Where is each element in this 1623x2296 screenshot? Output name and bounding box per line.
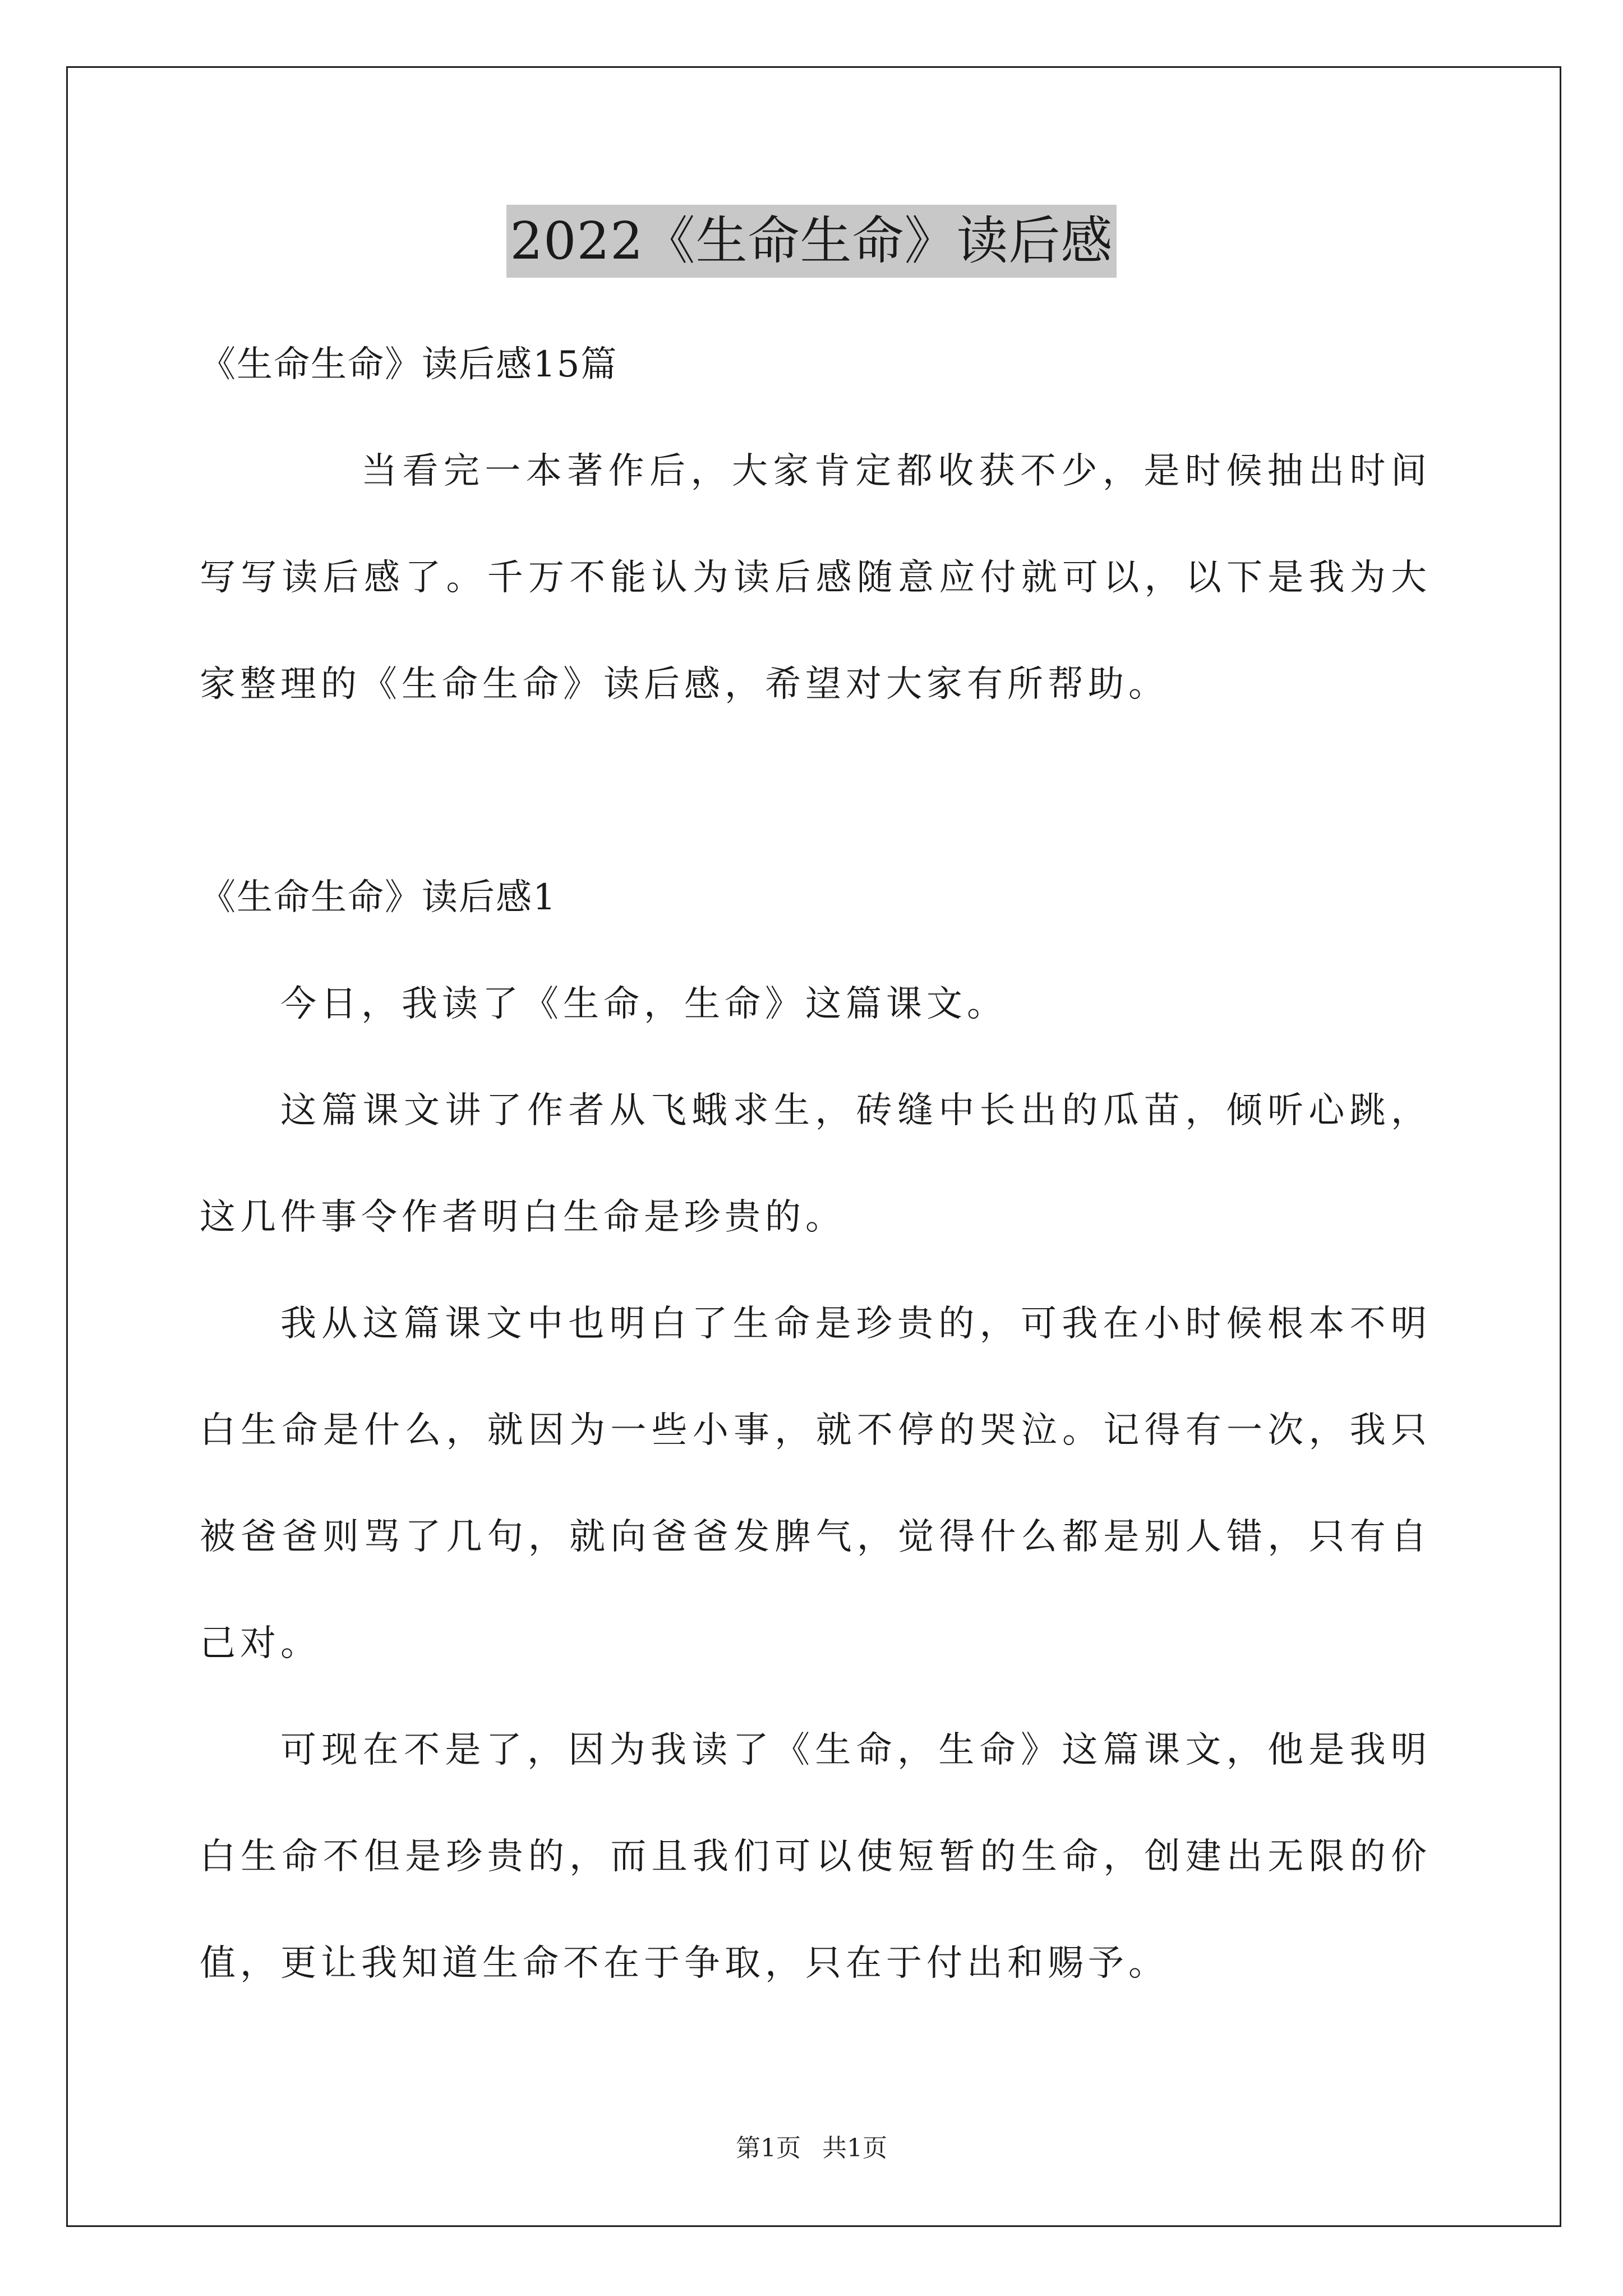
document-subtitle: 《生命生命》读后感15篇 — [200, 344, 618, 385]
page-total: 共1页 — [822, 2134, 887, 2162]
page-footer — [0, 2132, 1623, 2165]
document-body — [200, 311, 1431, 2017]
document-title: 2022《生命生命》读后感 — [506, 205, 1116, 278]
body-paragraph-3: 我从这篇课文中也明白了生命是珍贵的，可我在小时候根本不明白生命是什么，就因为一些小事，就不停的哭泣。记得有一次，我只被爸爸则骂了几句，就向爸爸发脾气，觉得什么都是别人错，只有自己对。 — [200, 1303, 1431, 1664]
body-paragraph-4: 可现在不是了，因为我读了《生命，生命》这篇课文，他是我明白生命不但是珍贵的，而且我们可以使短暂的生命，创建出无限的价值，更让我知道生命不在于争取，只在于付出和赐予。 — [200, 1729, 1431, 1984]
intro-paragraph: 当看完一本著作后，大家肯定都收获不少，是时候抽出时间写写读后感了。千万不能认为读后感随意应付就可以，以下是我为大家整理的《生命生命》读后感，希望对大家有所帮助。 — [200, 450, 1431, 705]
page-number: 第1页 — [736, 2134, 801, 2162]
section-heading: 《生命生命》读后感1 — [200, 877, 557, 918]
section-spacer — [200, 738, 1431, 844]
title-container — [0, 205, 1623, 278]
body-paragraph-1: 今日，我读了《生命，生命》这篇课文。 — [280, 983, 1007, 1025]
body-paragraph-2: 这篇课文讲了作者从飞蛾求生，砖缝中长出的瓜苗，倾听心跳，这几件事令作者明白生命是珍贵的。 — [200, 1090, 1431, 1238]
